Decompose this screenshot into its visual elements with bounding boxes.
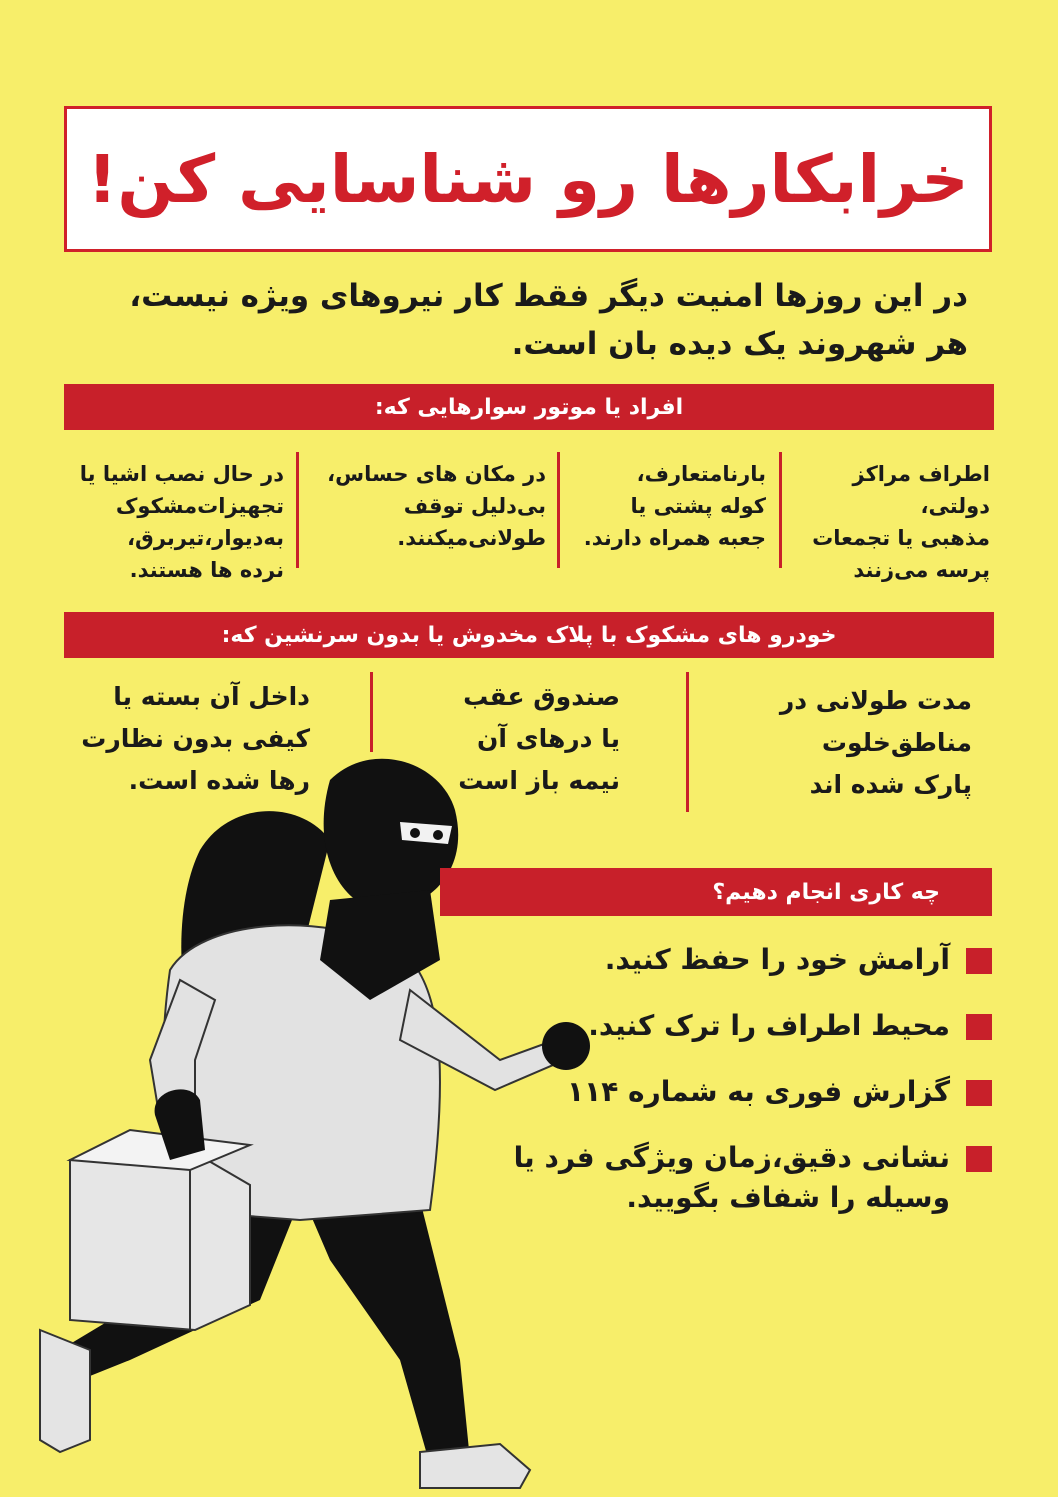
actions-heading-text: چه کاری انجام دهیم؟ [712, 879, 940, 905]
divider [686, 672, 689, 812]
vehicles-heading [64, 612, 994, 658]
bullet-square-icon [966, 948, 992, 974]
action-item [472, 1006, 992, 1046]
people-item-2-line: کوله پشتی یا [630, 494, 766, 518]
intro-line-2: هر شهروند یک دیده بان است. [511, 326, 968, 362]
people-item-4-line: تجهیزات‌مشکوک [115, 494, 284, 518]
people-item-2-line: جعبه همراه دارند. [583, 526, 766, 550]
action-item-text: محیط اطراف را ترک کنید. [588, 1009, 950, 1042]
people-item-1-line: اطراف مراکز دولتی، [852, 462, 990, 518]
people-item-3 [308, 458, 546, 554]
action-item [472, 940, 992, 980]
people-item-3-line: بی‌دلیل توقف [403, 494, 546, 518]
people-item-4-line: در حال نصب اشیا یا [79, 462, 284, 486]
action-item [472, 1072, 992, 1112]
vehicle-item-1-line: مناطق‌خلوت [821, 728, 972, 757]
people-item-2-line: بارنامتعارف، [636, 462, 766, 486]
divider [779, 452, 782, 568]
vehicle-item-1-line: پارک شده اند [809, 770, 972, 799]
people-item-3-line: طولانی‌میکنند. [397, 526, 546, 550]
people-item-1 [790, 458, 990, 586]
vehicle-item-2-line: صندوق عقب [463, 682, 620, 711]
people-item-2 [570, 458, 766, 554]
people-item-1-line: پرسه می‌زنند [853, 558, 990, 582]
bullet-square-icon [966, 1014, 992, 1040]
vehicle-item-1 [710, 680, 972, 806]
people-heading-text: افراد یا موتور سوارهایی که: [374, 394, 684, 420]
vehicle-item-1-line: مدت طولانی در [779, 686, 972, 715]
action-item [472, 1138, 992, 1218]
title-box [64, 106, 992, 252]
vehicle-item-3-line: رها شده است. [128, 766, 310, 795]
bullet-square-icon [966, 1146, 992, 1172]
people-item-4 [56, 458, 284, 586]
divider [296, 452, 299, 568]
vehicle-item-3-line: داخل آن بسته یا [113, 682, 310, 711]
divider [557, 452, 560, 568]
actions-list [472, 940, 992, 1244]
actions-heading [440, 868, 992, 916]
action-item-text: آرامش خود را حفظ کنید. [604, 943, 950, 976]
vehicles-heading-text: خودرو های مشکوک با پلاک مخدوش یا بدون سرنشین که: [221, 622, 837, 648]
people-item-4-line: نرده ها هستند. [129, 558, 284, 582]
intro-line-1: در این روزها امنیت دیگر فقط کار نیروهای ویژه نیست، [129, 278, 968, 314]
vehicle-item-3-line: کیفی بدون نظارت [81, 724, 310, 753]
action-item-text: گزارش فوری به شماره ۱۱۴ [567, 1075, 950, 1108]
intro-text [88, 272, 968, 368]
action-item-text: نشانی دقیق،زمان ویژگی فرد یا وسیله را شفاف بگویید. [513, 1141, 950, 1214]
people-item-4-line: به‌دیوار،تیربرق، [127, 526, 284, 550]
bullet-square-icon [966, 1080, 992, 1106]
people-item-1-line: مذهبی یا تجمعات [812, 526, 990, 550]
vehicle-item-2-line: یا درهای آن [477, 724, 620, 753]
poster-title: خرابکارها رو شناسایی کن! [87, 140, 969, 218]
vehicle-item-2-line: نیمه باز است [458, 766, 620, 795]
people-heading [64, 384, 994, 430]
people-item-3-line: در مکان های حساس، [327, 462, 546, 486]
